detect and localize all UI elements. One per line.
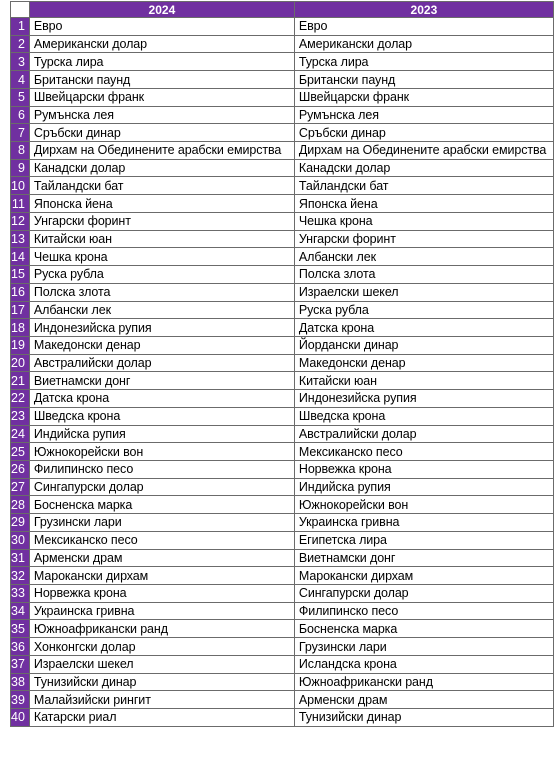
table-row: [11, 319, 554, 337]
table-row: [11, 673, 554, 691]
currency-2024-cell: Виетнамски донг: [29, 372, 294, 390]
currency-2024-cell: Чешка крона: [29, 248, 294, 266]
currency-2023-cell: Евро: [294, 18, 553, 36]
table-row: [11, 142, 554, 160]
currency-2023-cell: Индонезийска рупия: [294, 390, 553, 408]
table-row: [11, 71, 554, 89]
rank-cell: 11: [11, 195, 30, 213]
table-row: [11, 638, 554, 656]
currency-2024-cell: Босненска марка: [29, 496, 294, 514]
currency-2024-cell: Полска злота: [29, 283, 294, 301]
rank-cell: 10: [11, 177, 30, 195]
table-row: [11, 195, 554, 213]
rank-cell: 9: [11, 159, 30, 177]
currency-2023-cell: Македонски денар: [294, 354, 553, 372]
currency-2023-cell: Мексиканско песо: [294, 443, 553, 461]
table-row: [11, 567, 554, 585]
rank-cell: 37: [11, 655, 30, 673]
currency-2023-cell: Йордански динар: [294, 336, 553, 354]
rank-cell: 14: [11, 248, 30, 266]
table-row: [11, 177, 554, 195]
table-row: [11, 301, 554, 319]
currency-2023-cell: Полска злота: [294, 266, 553, 284]
currency-2024-cell: Украинска гривна: [29, 602, 294, 620]
currency-2024-cell: Тайландски бат: [29, 177, 294, 195]
currency-2023-cell: Сръбски динар: [294, 124, 553, 142]
currency-2024-cell: Норвежка крона: [29, 585, 294, 603]
currency-2023-cell: Дирхам на Обединените арабски емирства: [294, 142, 553, 160]
table-row: [11, 585, 554, 603]
rank-cell: 5: [11, 88, 30, 106]
currency-2024-cell: Южнокорейски вон: [29, 443, 294, 461]
table-row: [11, 549, 554, 567]
currency-2023-cell: Филипинско песо: [294, 602, 553, 620]
currency-2024-cell: Руска рубла: [29, 266, 294, 284]
currency-2023-cell: Исландска крона: [294, 655, 553, 673]
currency-2024-cell: Арменски драм: [29, 549, 294, 567]
currency-2024-cell: Македонски денар: [29, 336, 294, 354]
currency-2023-cell: Руска рубла: [294, 301, 553, 319]
table-row: [11, 478, 554, 496]
rank-cell: 38: [11, 673, 30, 691]
rank-cell: 18: [11, 319, 30, 337]
currency-2023-cell: Британски паунд: [294, 71, 553, 89]
rank-cell: 8: [11, 142, 30, 160]
table-row: [11, 602, 554, 620]
currency-2024-cell: Марокански дирхам: [29, 567, 294, 585]
currency-2024-cell: Румънска лея: [29, 106, 294, 124]
rank-cell: 35: [11, 620, 30, 638]
currency-2023-cell: Норвежка крона: [294, 460, 553, 478]
rank-cell: 6: [11, 106, 30, 124]
table-row: [11, 514, 554, 532]
currency-2024-cell: Евро: [29, 18, 294, 36]
currency-2023-cell: Албански лек: [294, 248, 553, 266]
rank-cell: 19: [11, 336, 30, 354]
table-row: [11, 709, 554, 727]
table-row: [11, 460, 554, 478]
currency-2024-cell: Турска лира: [29, 53, 294, 71]
currency-2024-cell: Китайски юан: [29, 230, 294, 248]
currency-2023-cell: Швейцарски франк: [294, 88, 553, 106]
rank-cell: 31: [11, 549, 30, 567]
currency-2023-cell: Арменски драм: [294, 691, 553, 709]
currency-2023-cell: Чешка крона: [294, 212, 553, 230]
rank-cell: 27: [11, 478, 30, 496]
table-row: [11, 159, 554, 177]
rank-cell: 24: [11, 425, 30, 443]
currency-2024-cell: Швейцарски франк: [29, 88, 294, 106]
table-row: [11, 372, 554, 390]
currency-2023-cell: Тайландски бат: [294, 177, 553, 195]
currency-2023-cell: Австралийски долар: [294, 425, 553, 443]
currency-2023-cell: Индийска рупия: [294, 478, 553, 496]
table-row: [11, 53, 554, 71]
table-header: [11, 2, 554, 18]
rank-cell: 33: [11, 585, 30, 603]
currency-2024-cell: Австралийски долар: [29, 354, 294, 372]
currency-2023-cell: Израелски шекел: [294, 283, 553, 301]
rank-cell: 16: [11, 283, 30, 301]
currency-2024-cell: Тунизийски динар: [29, 673, 294, 691]
rank-cell: 20: [11, 354, 30, 372]
rank-cell: 36: [11, 638, 30, 656]
rank-cell: 12: [11, 212, 30, 230]
currency-2024-cell: Катарски риал: [29, 709, 294, 727]
table-row: [11, 266, 554, 284]
currency-2024-cell: Канадски долар: [29, 159, 294, 177]
rank-cell: 15: [11, 266, 30, 284]
currency-2024-cell: Филипинско песо: [29, 460, 294, 478]
currency-2023-cell: Унгарски форинт: [294, 230, 553, 248]
table-row: [11, 35, 554, 53]
currency-2024-cell: Хонконгски долар: [29, 638, 294, 656]
rank-cell: 29: [11, 514, 30, 532]
table-row: [11, 336, 554, 354]
currency-2023-cell: Виетнамски донг: [294, 549, 553, 567]
table-row: [11, 390, 554, 408]
rank-cell: 28: [11, 496, 30, 514]
rank-cell: 30: [11, 531, 30, 549]
currency-2024-cell: Индийска рупия: [29, 425, 294, 443]
currency-2023-cell: Южнокорейски вон: [294, 496, 553, 514]
currency-2023-cell: Египетска лира: [294, 531, 553, 549]
table-row: [11, 496, 554, 514]
rank-cell: 2: [11, 35, 30, 53]
table-row: [11, 248, 554, 266]
currency-2023-cell: Канадски долар: [294, 159, 553, 177]
currency-2023-cell: Румънска лея: [294, 106, 553, 124]
rank-cell: 7: [11, 124, 30, 142]
currency-2024-cell: Американски долар: [29, 35, 294, 53]
currency-2024-cell: Британски паунд: [29, 71, 294, 89]
rank-cell: 17: [11, 301, 30, 319]
rank-cell: 34: [11, 602, 30, 620]
currency-2024-cell: Грузински лари: [29, 514, 294, 532]
table-row: [11, 212, 554, 230]
currency-2023-cell: Южноафрикански ранд: [294, 673, 553, 691]
currency-2024-cell: Унгарски форинт: [29, 212, 294, 230]
rank-cell: 23: [11, 407, 30, 425]
table-row: [11, 407, 554, 425]
table-row: [11, 88, 554, 106]
corner-cell: [11, 2, 30, 18]
rank-cell: 4: [11, 71, 30, 89]
rank-cell: 22: [11, 390, 30, 408]
table-row: [11, 531, 554, 549]
table-row: [11, 124, 554, 142]
table-row: [11, 655, 554, 673]
currency-2024-cell: Малайзийски рингит: [29, 691, 294, 709]
currency-2023-cell: Китайски юан: [294, 372, 553, 390]
table-row: [11, 354, 554, 372]
rank-cell: 32: [11, 567, 30, 585]
currency-ranking-table: [10, 1, 554, 727]
currency-2023-cell: Американски долар: [294, 35, 553, 53]
currency-2024-cell: Южноафрикански ранд: [29, 620, 294, 638]
currency-2024-cell: Сингапурски долар: [29, 478, 294, 496]
rank-cell: 25: [11, 443, 30, 461]
currency-2023-cell: Сингапурски долар: [294, 585, 553, 603]
currency-2024-cell: Японска йена: [29, 195, 294, 213]
currency-2024-cell: Индонезийска рупия: [29, 319, 294, 337]
currency-2024-cell: Израелски шекел: [29, 655, 294, 673]
table-row: [11, 18, 554, 36]
currency-2024-cell: Албански лек: [29, 301, 294, 319]
currency-2023-cell: Японска йена: [294, 195, 553, 213]
currency-2023-cell: Датска крона: [294, 319, 553, 337]
header-row: [11, 2, 554, 18]
currency-2024-cell: Датска крона: [29, 390, 294, 408]
currency-2023-cell: Тунизийски динар: [294, 709, 553, 727]
rank-cell: 1: [11, 18, 30, 36]
currency-2024-cell: Шведска крона: [29, 407, 294, 425]
table-body: [11, 18, 554, 727]
table-row: [11, 620, 554, 638]
table-row: [11, 425, 554, 443]
table-row: [11, 691, 554, 709]
currency-2023-cell: Шведска крона: [294, 407, 553, 425]
rank-cell: 3: [11, 53, 30, 71]
table-row: [11, 283, 554, 301]
currency-2023-cell: Марокански дирхам: [294, 567, 553, 585]
rank-cell: 40: [11, 709, 30, 727]
currency-2024-cell: Сръбски динар: [29, 124, 294, 142]
column-header-2023: 2023: [294, 2, 553, 18]
currency-2024-cell: Мексиканско песо: [29, 531, 294, 549]
currency-2023-cell: Босненска марка: [294, 620, 553, 638]
table-row: [11, 443, 554, 461]
currency-2023-cell: Турска лира: [294, 53, 553, 71]
rank-cell: 26: [11, 460, 30, 478]
table-row: [11, 106, 554, 124]
rank-cell: 21: [11, 372, 30, 390]
currency-2023-cell: Грузински лари: [294, 638, 553, 656]
table-row: [11, 230, 554, 248]
currency-2023-cell: Украинска гривна: [294, 514, 553, 532]
rank-cell: 39: [11, 691, 30, 709]
rank-cell: 13: [11, 230, 30, 248]
currency-2024-cell: Дирхам на Обединените арабски емирства: [29, 142, 294, 160]
column-header-2024: 2024: [29, 2, 294, 18]
